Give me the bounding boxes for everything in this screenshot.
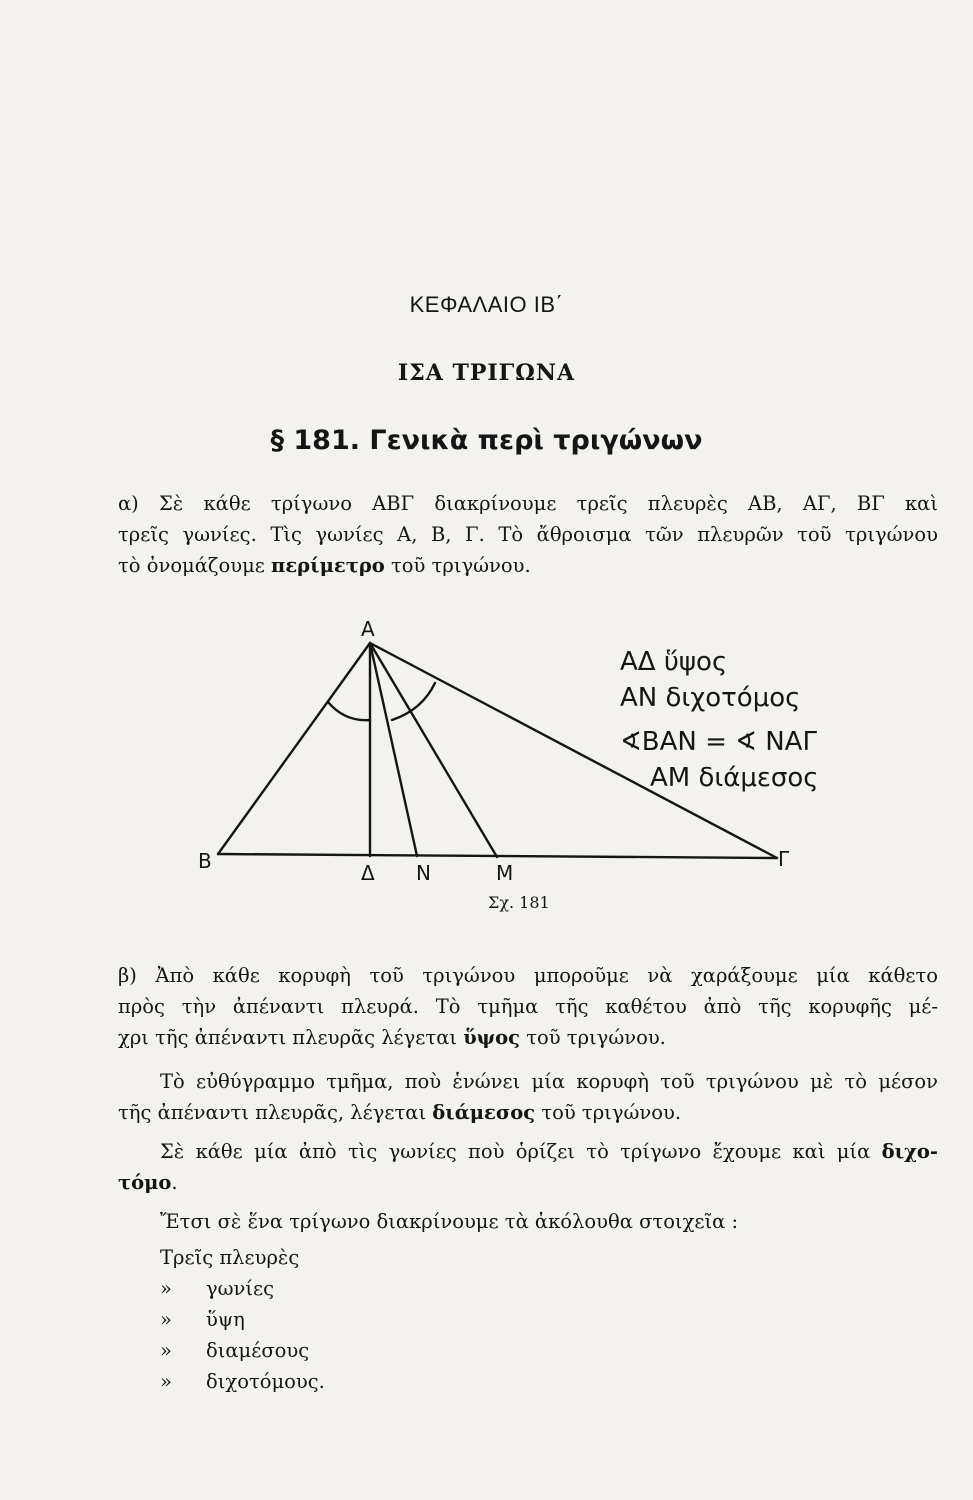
paragraph-d-line-2: [118, 1167, 938, 1198]
paragraph-b-line-3-end: τοῦ τριγώνου.: [520, 1026, 666, 1049]
ditto-mark: »: [160, 1277, 172, 1300]
paragraph-c: [118, 1066, 938, 1128]
list-item-label: γωνίες: [206, 1277, 275, 1300]
paragraph-c-line-2-end: τοῦ τριγώνου.: [535, 1101, 682, 1124]
note-median: ΑΜ διάμεσος: [650, 763, 819, 793]
foot-m-label: Μ: [496, 861, 514, 885]
paragraph-b-line-2: πρὸς τὴν ἀπέναντι πλευρά. Τὸ τμῆμα τῆς καθέτου ἀπὸ τῆς κορυφῆς μέ-: [118, 995, 938, 1018]
chapter-label: ΚΕΦΑΛΑΙΟ ΙΒ΄: [409, 292, 564, 317]
paragraph-a-line-3-end: τοῦ τριγώνου.: [384, 554, 531, 577]
list-item-label: ὕψη: [206, 1308, 245, 1331]
paragraph-a-line-3: [118, 550, 938, 581]
paragraph-c-line-1: Τὸ εὐθύγραμμο τμῆμα, ποὺ ἑνώνει μία κορυφὴ τοῦ τριγώνου μὲ τὸ μέσον: [160, 1070, 938, 1093]
term-altitude: ὕψος: [463, 1026, 520, 1049]
term-bisector-part-2: τόμο: [118, 1171, 172, 1194]
list-item: [160, 1273, 325, 1304]
paragraph-d-line-1-start: Σὲ κάθε μία ἀπὸ τὶς γωνίες ποὺ ὁρίζει τὸ τρίγωνο ἔχουμε καὶ μία: [160, 1140, 882, 1163]
paragraph-a: [118, 488, 938, 581]
paragraph-b-line-3-start: χρι τῆς ἀπέναντι πλευρᾶς λέγεται: [118, 1026, 464, 1049]
paragraph-b-line-3: [118, 1022, 938, 1053]
list-item-label: διαμέσους: [206, 1339, 310, 1362]
side-ab: [218, 643, 370, 854]
ditto-mark: »: [160, 1308, 172, 1331]
paragraph-d-line-2-end: .: [171, 1171, 178, 1194]
paragraph-b: [118, 960, 938, 1053]
list-first-item: Τρεῖς πλευρὲς: [160, 1246, 300, 1269]
median-am: [370, 643, 497, 857]
vertex-b-label: Β: [198, 849, 212, 873]
angle-arc-left: [328, 702, 370, 720]
paragraph-e: [160, 1206, 860, 1237]
section-heading: § 181. Γενικὰ περὶ τριγώνων: [270, 425, 703, 456]
vertex-g-label: Γ: [778, 847, 790, 871]
chapter-title: ΙΣΑ ΤΡΙΓΩΝΑ: [397, 360, 576, 386]
paragraph-e-line: Ἔτσι σὲ ἕνα τρίγωνο διακρίνουμε τὰ ἀκόλουθα στοιχεῖα :: [160, 1210, 739, 1233]
ditto-mark: »: [160, 1370, 172, 1393]
elements-list: [160, 1242, 325, 1397]
vertex-a-label: Α: [361, 617, 375, 641]
list-item: [160, 1304, 325, 1335]
paragraph-d: [118, 1136, 938, 1198]
paragraph-a-line-3-start: τὸ ὀνομάζουμε: [118, 554, 272, 577]
paragraph-c-line-2: [118, 1097, 938, 1128]
paragraph-c-line-2-start: τῆς ἀπέναντι πλευρᾶς, λέγεται: [118, 1101, 433, 1124]
list-item: [160, 1335, 325, 1366]
list-item-label: διχοτόμους.: [206, 1370, 325, 1393]
figure-caption: Σχ. 181: [488, 893, 550, 912]
triangle-figure: [180, 610, 880, 930]
foot-d-label: Δ: [361, 861, 375, 885]
paragraph-b-line-1: β) Ἀπὸ κάθε κορυφὴ τοῦ τριγώνου μποροῦμε νὰ χαράξουμε μία κάθετο: [118, 964, 938, 987]
ditto-mark: »: [160, 1339, 172, 1362]
note-bisector: ΑΝ διχοτόμος: [620, 683, 801, 713]
term-bisector-part-1: διχο-: [881, 1140, 938, 1163]
bisector-an: [370, 643, 417, 856]
note-altitude: ΑΔ ὕψος: [620, 647, 728, 677]
paragraph-a-line-1: α) Σὲ κάθε τρίγωνο ΑΒΓ διακρίνουμε τρεῖς πλευρὲς ΑΒ, ΑΓ, ΒΓ καὶ: [118, 492, 938, 515]
term-median: διάμεσος: [432, 1101, 536, 1124]
term-perimeter: περίμετρο: [271, 554, 385, 577]
list-item: [160, 1366, 325, 1397]
foot-n-label: Ν: [416, 861, 431, 885]
paragraph-a-line-2: τρεῖς γωνίες. Τὶς γωνίες Α, Β, Γ. Τὸ ἄθροισμα τῶν πλευρῶν τοῦ τριγώνου: [118, 523, 938, 546]
note-angles: ∢ΒΑΝ = ∢ ΝΑΓ: [620, 727, 817, 757]
paragraph-d-line-1: [118, 1136, 938, 1167]
